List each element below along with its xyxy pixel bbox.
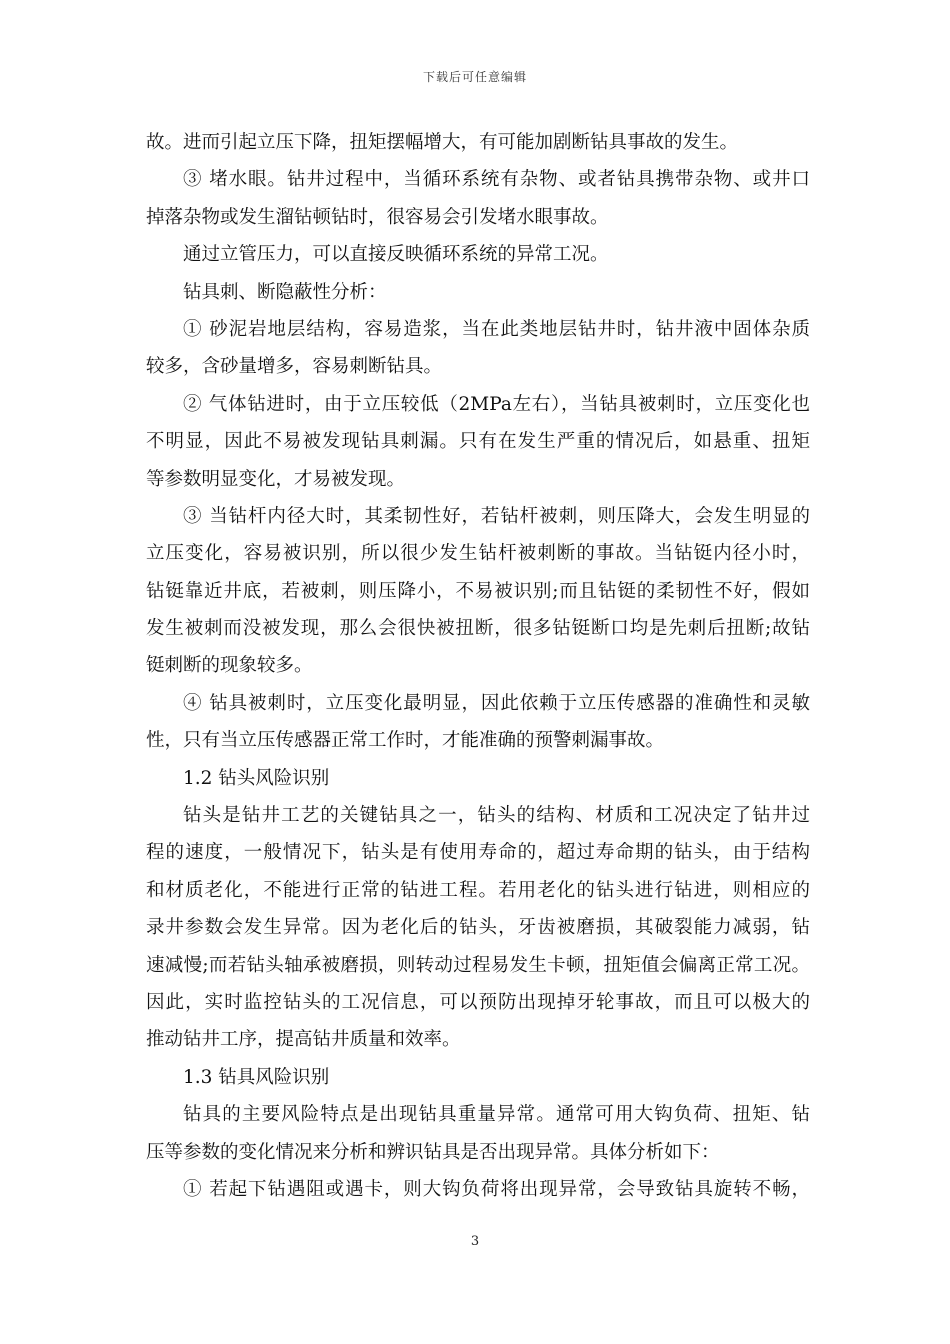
text-line: 较多，含砂量增多，容易刺断钻具。 <box>146 356 443 378</box>
text-line: 性，只有当立压传感器正常工作时，才能准确的预警刺漏事故。 <box>146 730 665 752</box>
text-line: 通过立管压力，可以直接反映循环系统的异常工况。 <box>183 244 609 266</box>
text-line: ④ 钻具被刺时，立压变化最明显，因此依赖于立压传感器的准确性和灵敏 <box>183 692 810 714</box>
text-line: 录井参数会发生异常。因为老化后的钻头，牙齿被磨损，其破裂能力减弱，钻 <box>146 917 810 939</box>
text-line: 掉落杂物或发生溜钻顿钻时，很容易会引发堵水眼事故。 <box>146 206 609 228</box>
text-line: 发生被刺而没被发现，那么会很快被扭断，很多钻铤断口均是先刺后扭断;故钻 <box>146 618 810 640</box>
text-line: 钻具的主要风险特点是出现钻具重量异常。通常可用大钩负荷、扭矩、钻 <box>183 1104 810 1126</box>
page-number: 3 <box>470 1234 480 1249</box>
text-line: ① 若起下钻遇阻或遇卡，则大钩负荷将出现异常，会导致钻具旋转不畅， <box>183 1178 810 1200</box>
text-line: ③ 当钻杆内径大时，其柔韧性好，若钻杆被刺，则压降大，会发生明显的 <box>183 505 810 527</box>
text-line: 等参数明显变化，才易被发现。 <box>146 468 406 490</box>
document-body <box>146 124 810 1208</box>
text-line: 立压变化，容易被识别，所以很少发生钻杆被刺断的事故。当钻铤内径小时， <box>146 543 810 565</box>
text-line: 因此，实时监控钻头的工况信息，可以预防出现掉牙轮事故，而且可以极大的 <box>146 991 810 1013</box>
text-line: ③ 堵水眼。钻井过程中，当循环系统有杂物、或者钻具携带杂物、或井口 <box>183 169 810 191</box>
text-line: 1.3 钻具风险识别 <box>183 1066 330 1088</box>
text-line: 故。进而引起立压下降，扭矩摆幅增大，有可能加剧断钻具事故的发生。 <box>146 132 739 153</box>
text-line: 钻具刺、断隐蔽性分析： <box>183 281 387 303</box>
text-line: ① 砂泥岩地层结构，容易造浆，当在此类地层钻井时，钻井液中固体杂质 <box>183 318 810 340</box>
text-line: ② 气体钻进时，由于立压较低（2MPa左右），当钻具被刺时，立压变化也 <box>183 393 810 415</box>
text-line: 程的速度，一般情况下，钻头是有使用寿命的，超过寿命期的钻头，由于结构 <box>146 842 810 864</box>
text-line: 1.2 钻头风险识别 <box>183 767 330 789</box>
text-line: 和材质老化，不能进行正常的钻进工程。若用老化的钻头进行钻进，则相应的 <box>146 879 810 901</box>
text-line: 钻头是钻井工艺的关键钻具之一，钻头的结构、材质和工况决定了钻井过 <box>183 805 810 827</box>
text-line: 钻铤靠近井底，若被刺，则压降小，不易被识别;而且钻铤的柔韧性不好，假如 <box>146 580 810 602</box>
text-line: 不明显，因此不易被发现钻具刺漏。只有在发生严重的情况后，如悬重、扭矩 <box>146 431 810 453</box>
text-line: 速减慢;而若钻头轴承被磨损，则转动过程易发生卡顿，扭矩值会偏离正常工况。 <box>146 954 810 976</box>
text-line: 铤刺断的现象较多。 <box>146 655 313 677</box>
text-line: 压等参数的变化情况来分析和辨识钻具是否出现异常。具体分析如下： <box>146 1141 720 1163</box>
text-line: 推动钻井工序，提高钻井质量和效率。 <box>146 1029 461 1051</box>
page-header: 下载后可任意编辑 <box>422 70 527 84</box>
